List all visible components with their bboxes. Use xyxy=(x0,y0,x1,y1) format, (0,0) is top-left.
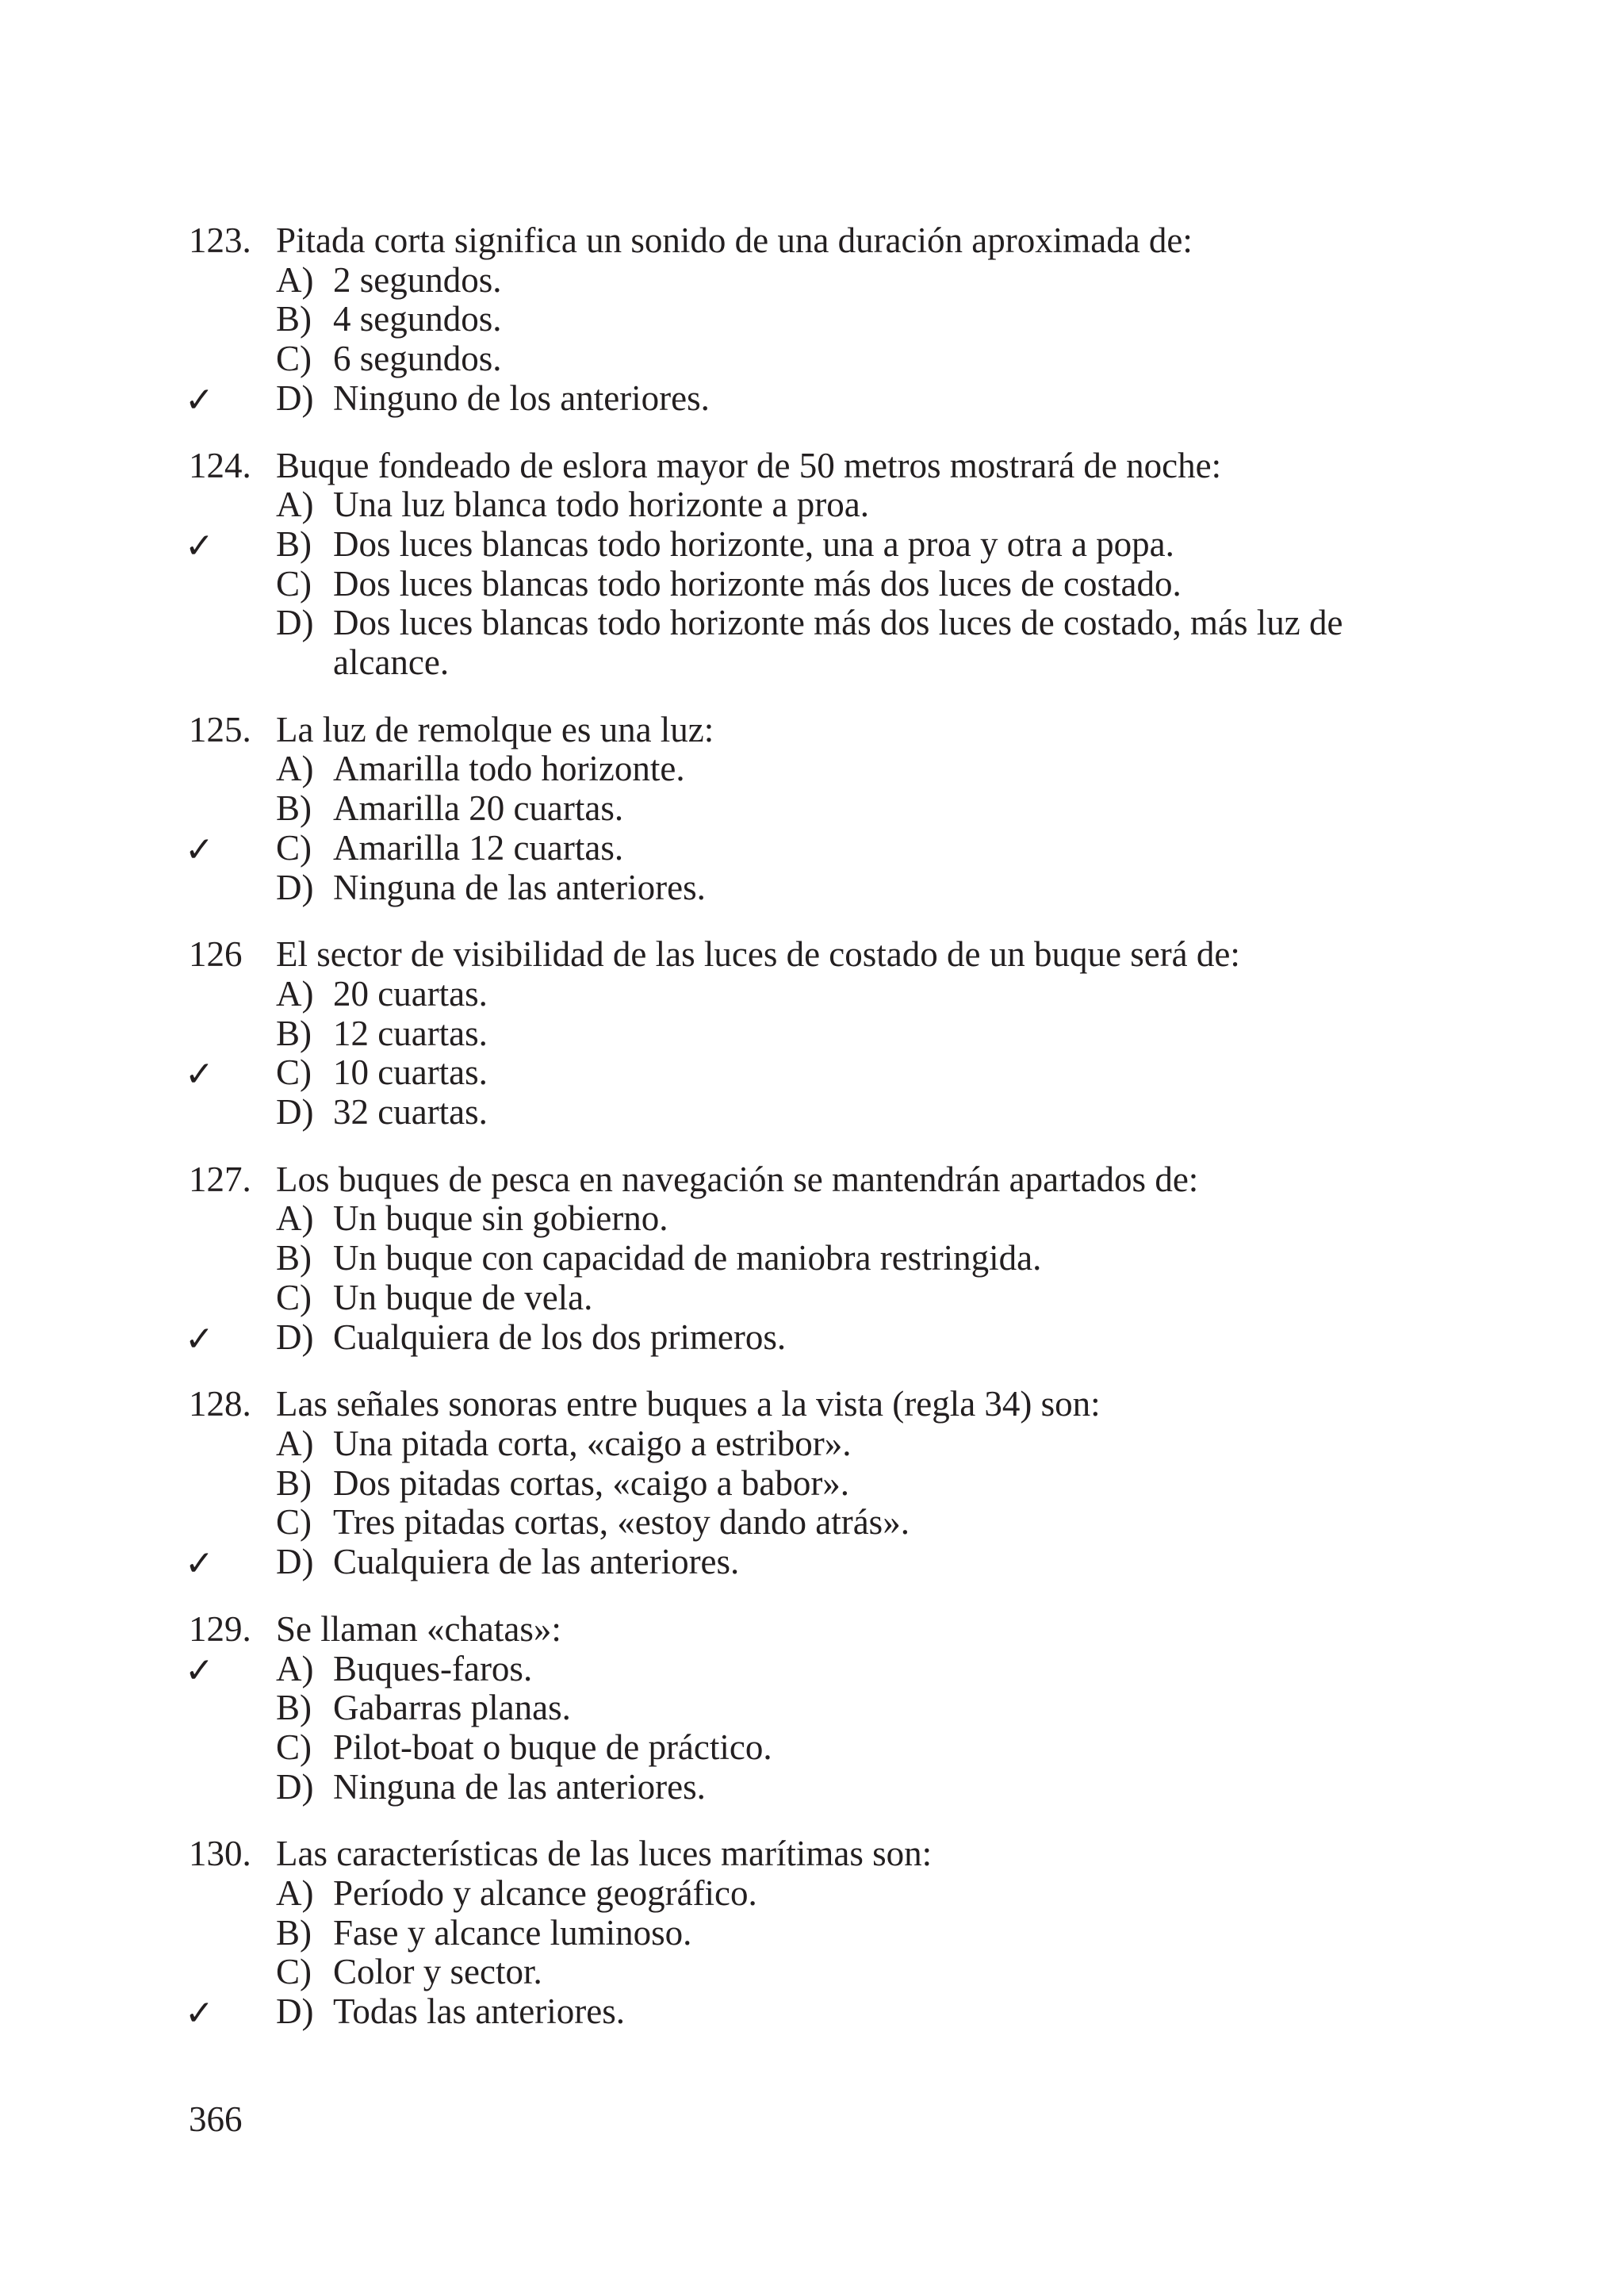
option-text: 4 segundos. xyxy=(333,299,502,339)
answer-option xyxy=(0,300,1624,339)
question-number: 129. xyxy=(189,1608,251,1649)
option-letter: D) xyxy=(276,378,314,418)
option-letter: C) xyxy=(276,1952,312,1992)
option-text: 10 cuartas. xyxy=(333,1052,488,1093)
answer-option xyxy=(0,1239,1624,1278)
answer-option xyxy=(0,1464,1624,1504)
option-text: Dos luces blancas todo horizonte más dos luces de costado, más luz de alcance. xyxy=(333,603,1343,683)
option-text: Dos luces blancas todo horizonte, una a proa y otra a popa. xyxy=(333,523,1174,564)
option-text: Buques-faros. xyxy=(333,1648,533,1688)
question-item xyxy=(0,221,1624,419)
question-line xyxy=(0,1834,1624,1874)
question-text: Las señales sonoras entre buques a la vista (regla 34) son: xyxy=(276,1384,1101,1424)
question-text: El sector de visibilidad de las luces de costado de un buque será de: xyxy=(276,934,1240,975)
answer-option xyxy=(0,1199,1624,1239)
question-line xyxy=(0,1385,1624,1424)
answer-option xyxy=(0,485,1624,525)
option-letter: C) xyxy=(276,563,312,604)
answer-option xyxy=(0,1650,1624,1689)
option-letter: D) xyxy=(276,1991,314,2032)
answer-option xyxy=(0,1688,1624,1728)
option-text: 12 cuartas. xyxy=(333,1013,488,1053)
option-letter: B) xyxy=(276,788,312,829)
question-text: Se llaman «chatas»: xyxy=(276,1608,561,1649)
option-text: 2 segundos. xyxy=(333,259,502,300)
answer-option xyxy=(0,1914,1624,1953)
answer-option xyxy=(0,1728,1624,1768)
answer-option xyxy=(0,868,1624,908)
option-letter: A) xyxy=(276,973,314,1014)
option-letter: C) xyxy=(276,1502,312,1543)
option-text: Amarilla 20 cuartas. xyxy=(333,788,624,829)
answer-option xyxy=(0,604,1624,682)
question-item xyxy=(0,935,1624,1133)
option-letter: A) xyxy=(276,485,314,525)
option-letter: D) xyxy=(276,867,314,907)
option-text: Un buque sin gobierno. xyxy=(333,1198,668,1239)
answer-option xyxy=(0,829,1624,868)
option-letter: C) xyxy=(276,339,312,379)
option-letter: A) xyxy=(276,1873,314,1914)
answer-option xyxy=(0,1053,1624,1093)
option-letter: B) xyxy=(276,1013,312,1053)
question-text: Pitada corta significa un sonido de una duración aproximada de: xyxy=(276,220,1193,260)
option-letter: B) xyxy=(276,523,312,564)
option-letter: A) xyxy=(276,1198,314,1239)
answer-option xyxy=(0,1992,1624,2032)
answer-option xyxy=(0,1278,1624,1318)
option-letter: A) xyxy=(276,1648,314,1688)
option-letter: C) xyxy=(276,1277,312,1317)
answer-option xyxy=(0,379,1624,419)
checkmark-icon: ✓ xyxy=(185,1650,214,1691)
option-letter: D) xyxy=(276,1766,314,1807)
question-number: 126 xyxy=(189,934,243,975)
question-number: 123. xyxy=(189,220,251,260)
question-item xyxy=(0,1160,1624,1358)
question-number: 128. xyxy=(189,1384,251,1424)
option-letter: D) xyxy=(276,1092,314,1133)
option-letter: B) xyxy=(276,1912,312,1953)
option-text: Gabarras planas. xyxy=(333,1688,571,1728)
answer-option xyxy=(0,1503,1624,1543)
option-text: Un buque de vela. xyxy=(333,1277,593,1317)
question-number: 125. xyxy=(189,709,251,749)
question-number: 124. xyxy=(189,445,251,485)
answer-option xyxy=(0,565,1624,604)
option-text: Fase y alcance luminoso. xyxy=(333,1912,692,1953)
checkmark-icon: ✓ xyxy=(185,1993,214,2034)
answer-option xyxy=(0,975,1624,1014)
checkmark-icon: ✓ xyxy=(185,379,214,420)
option-text: Período y alcance geográfico. xyxy=(333,1873,757,1914)
question-text: Las características de las luces marítimas son: xyxy=(276,1834,933,1874)
option-text: Cualquiera de las anteriores. xyxy=(333,1542,740,1582)
option-text: Amarilla todo horizonte. xyxy=(333,749,685,789)
question-text: La luz de remolque es una luz: xyxy=(276,709,714,749)
option-text: Una luz blanca todo horizonte a proa. xyxy=(333,485,869,525)
option-letter: A) xyxy=(276,259,314,300)
checkmark-icon: ✓ xyxy=(185,525,214,566)
answer-option xyxy=(0,1768,1624,1807)
option-text: Amarilla 12 cuartas. xyxy=(333,827,624,868)
answer-option xyxy=(0,1874,1624,1914)
option-letter: B) xyxy=(276,1238,312,1278)
answer-option xyxy=(0,749,1624,789)
option-text: 32 cuartas. xyxy=(333,1092,488,1133)
answer-option xyxy=(0,261,1624,301)
option-letter: A) xyxy=(276,749,314,789)
question-item xyxy=(0,711,1624,908)
option-letter: B) xyxy=(276,1462,312,1503)
question-item xyxy=(0,1384,1624,1585)
answer-option xyxy=(0,789,1624,829)
checkmark-icon: ✓ xyxy=(185,829,214,870)
answer-option xyxy=(0,1014,1624,1054)
checkmark-icon: ✓ xyxy=(185,1318,214,1359)
option-text: Tres pitadas cortas, «estoy dando atrás». xyxy=(333,1502,910,1543)
answer-option xyxy=(0,1318,1624,1358)
answer-option xyxy=(0,1424,1624,1464)
option-text: Ninguna de las anteriores. xyxy=(333,1766,706,1807)
answer-option xyxy=(0,1542,1624,1585)
answer-option xyxy=(0,1953,1624,1992)
option-text: Dos pitadas cortas, «caigo a babor». xyxy=(333,1462,850,1503)
question-text: Los buques de pesca en navegación se mantendrán apartados de: xyxy=(276,1159,1199,1199)
option-text: Pilot-boat o buque de práctico. xyxy=(333,1727,772,1767)
option-letter: D) xyxy=(276,1317,314,1357)
answer-option xyxy=(0,525,1624,565)
option-text: 20 cuartas. xyxy=(333,973,488,1014)
option-letter: D) xyxy=(276,1542,314,1582)
question-text: Buque fondeado de eslora mayor de 50 metros mostrará de noche: xyxy=(276,445,1222,485)
page-number: 366 xyxy=(189,2099,243,2139)
question-line xyxy=(0,1160,1624,1200)
option-text: Una pitada corta, «caigo a estribor». xyxy=(333,1423,852,1463)
option-letter: C) xyxy=(276,1727,312,1767)
question-line xyxy=(0,711,1624,750)
option-text: Un buque con capacidad de maniobra restringida. xyxy=(333,1238,1042,1278)
answer-option xyxy=(0,1093,1624,1133)
option-letter: C) xyxy=(276,827,312,868)
option-letter: A) xyxy=(276,1423,314,1463)
answer-option xyxy=(0,339,1624,379)
question-item xyxy=(0,1834,1624,2032)
option-text: 6 segundos. xyxy=(333,339,502,379)
question-item xyxy=(0,1610,1624,1807)
checkmark-icon: ✓ xyxy=(185,1543,214,1585)
option-letter: B) xyxy=(276,1688,312,1728)
question-list xyxy=(0,221,1624,2060)
question-line xyxy=(0,935,1624,975)
question-number: 127. xyxy=(189,1159,251,1199)
option-text: Todas las anteriores. xyxy=(333,1991,625,2032)
option-text: Ninguna de las anteriores. xyxy=(333,867,706,907)
question-line xyxy=(0,1610,1624,1650)
option-letter: D) xyxy=(276,603,314,643)
question-number: 130. xyxy=(189,1834,251,1874)
question-line xyxy=(0,221,1624,261)
question-line xyxy=(0,447,1624,486)
checkmark-icon: ✓ xyxy=(185,1054,214,1095)
option-text: Ninguno de los anteriores. xyxy=(333,378,710,418)
option-text: Color y sector. xyxy=(333,1952,542,1992)
option-letter: B) xyxy=(276,299,312,339)
question-item xyxy=(0,447,1624,683)
option-text: Dos luces blancas todo horizonte más dos luces de costado. xyxy=(333,563,1182,604)
option-letter: C) xyxy=(276,1052,312,1093)
option-text: Cualquiera de los dos primeros. xyxy=(333,1317,787,1357)
